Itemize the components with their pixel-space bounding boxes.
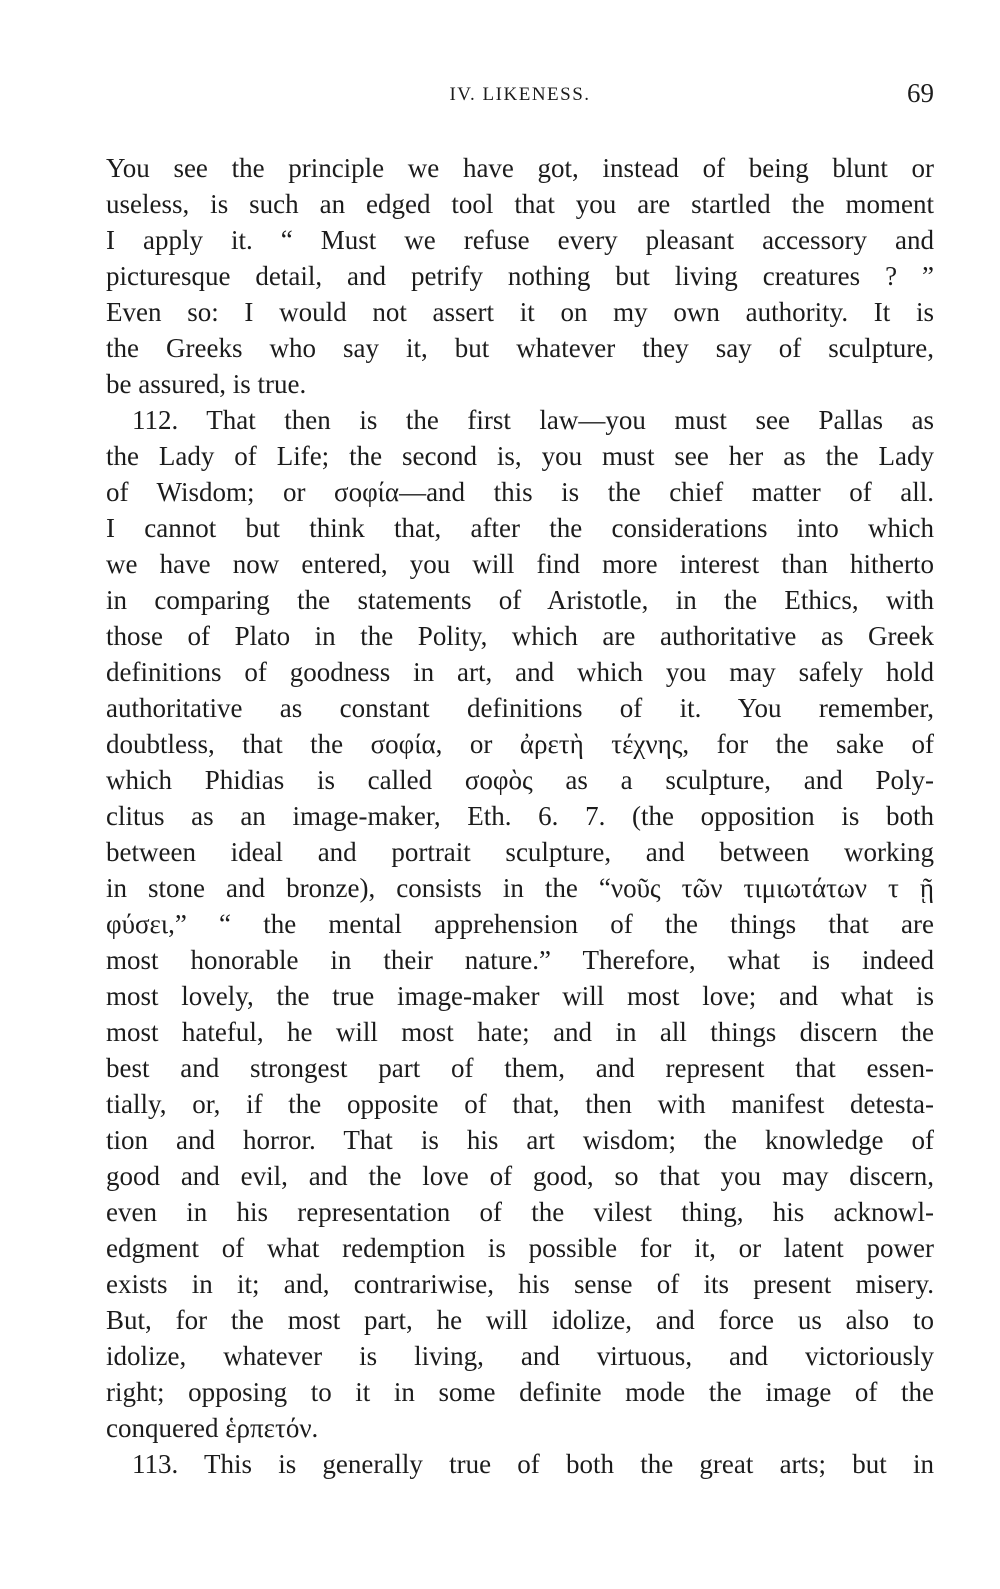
text-line: clitus as an image-maker, Eth. 6. 7. (the opposition is both [106, 801, 934, 831]
page-header [106, 78, 934, 114]
text-line: of Wisdom; or σοφία—and this is the chief matter of all. [106, 477, 934, 507]
text-line: tion and horror. That is his art wisdom; the knowledge of [106, 1125, 934, 1155]
text-line: authoritative as constant definitions of it. You remember, [106, 693, 934, 723]
text-line: But, for the most part, he will idolize, and force us also to [106, 1305, 934, 1335]
paragraph-113-start: 113. This is generally true of both the great arts; but in [132, 1449, 934, 1479]
text-line: the Greeks who say it, but whatever they say of sculpture, [106, 333, 934, 363]
text-line: You see the principle we have got, instead of being blunt or [106, 153, 934, 183]
text-line: Even so: I would not assert it on my own authority. It is [106, 297, 934, 327]
text-line: φύσει,” “ the mental apprehension of the things that are [106, 909, 934, 939]
text-line: most hateful, he will most hate; and in all things discern the [106, 1017, 934, 1047]
text-line: edgment of what redemption is possible for it, or latent power [106, 1233, 934, 1263]
text-line: I apply it. “ Must we refuse every pleasant accessory and [106, 225, 934, 255]
text-line: which Phidias is called σοφὸς as a sculpture, and Poly- [106, 765, 934, 795]
text-line: most honorable in their nature.” Therefore, what is indeed [106, 945, 934, 975]
text-line: right; opposing to it in some definite mode the image of the [106, 1377, 934, 1407]
paragraph-112-start: 112. That then is the first law—you must see Pallas as [132, 405, 934, 435]
text-line: the Lady of Life; the second is, you must see her as the Lady [106, 441, 934, 471]
text-line: doubtless, that the σοφία, or ἀρετὴ τέχνης, for the sake of [106, 729, 934, 759]
text-line: we have now entered, you will find more interest than hitherto [106, 549, 934, 579]
text-line: picturesque detail, and petrify nothing but living creatures ? ” [106, 261, 934, 291]
text-line: tially, or, if the opposite of that, then with manifest detesta- [106, 1089, 934, 1119]
page-number: 69 [907, 78, 934, 108]
text-line: most lovely, the true image-maker will most love; and what is [106, 981, 934, 1011]
text-line: be assured, is true. [106, 369, 307, 399]
text-line: I cannot but think that, after the considerations into which [106, 513, 934, 543]
text-line: even in his representation of the vilest thing, his acknowl- [106, 1197, 934, 1227]
text-line: those of Plato in the Polity, which are authoritative as Greek [106, 621, 934, 651]
text-line: between ideal and portrait sculpture, and between working [106, 837, 934, 867]
running-head: IV. LIKENESS. [449, 84, 591, 105]
text-line: best and strongest part of them, and represent that essen- [106, 1053, 934, 1083]
text-line: good and evil, and the love of good, so that you may discern, [106, 1161, 934, 1191]
text-line: conquered ἑρπετόν. [106, 1413, 319, 1443]
text-line: in stone and bronze), consists in the “νοῦς τῶν τιμιωτάτων τ ῇ [106, 873, 934, 903]
text-line: in comparing the statements of Aristotle, in the Ethics, with [106, 585, 934, 615]
text-line: useless, is such an edged tool that you are startled the moment [106, 189, 934, 219]
text-line: definitions of goodness in art, and which you may safely hold [106, 657, 934, 687]
body-text [106, 150, 934, 1482]
text-line: idolize, whatever is living, and virtuous, and victoriously [106, 1341, 934, 1371]
text-line: exists in it; and, contrariwise, his sense of its present misery. [106, 1269, 934, 1299]
